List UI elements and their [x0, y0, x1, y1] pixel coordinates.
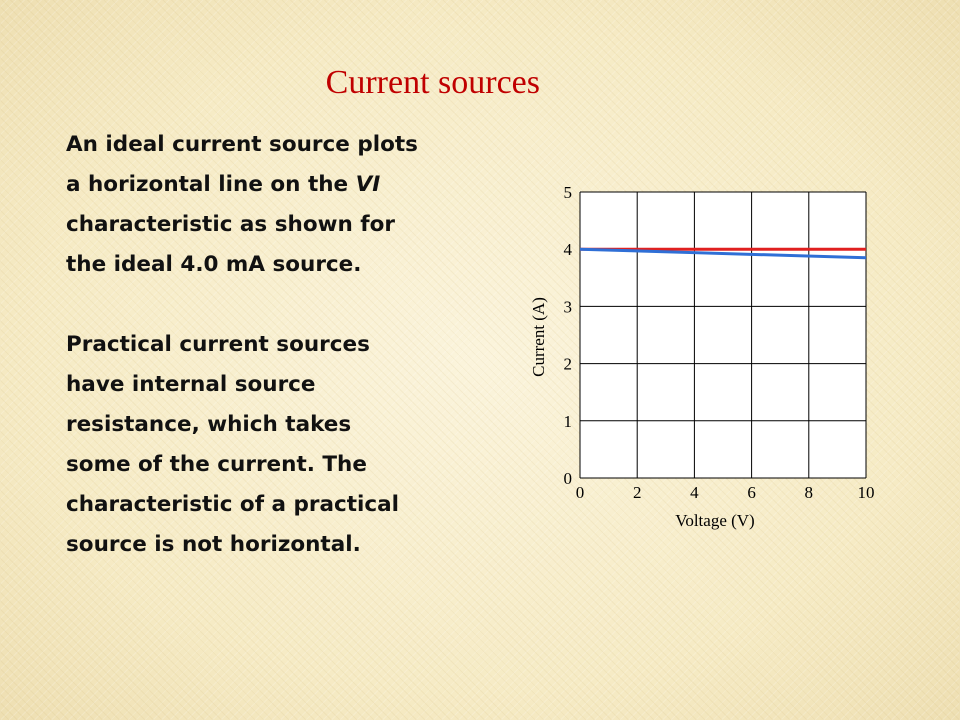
y-tick-label: 2	[563, 354, 572, 374]
paragraph-line: the ideal 4.0 mA source.	[66, 252, 362, 277]
x-tick-label: 4	[690, 483, 699, 502]
x-tick-label: 10	[857, 483, 875, 502]
y-axis-label: Current (A)	[529, 297, 548, 377]
paragraph-line: An ideal current source plots	[66, 132, 418, 157]
paragraph-line: characteristic as shown for	[66, 212, 395, 237]
paragraph-line: characteristic of a practical	[66, 492, 400, 517]
paragraph-line: Practical current sources	[66, 332, 370, 357]
slide-title: Current sources	[325, 64, 540, 101]
paragraph-line: source is not horizontal.	[66, 532, 361, 557]
paragraph-line: a horizontal line on the VI	[66, 172, 381, 197]
plot-area	[580, 192, 866, 478]
x-tick-label: 0	[575, 483, 585, 502]
x-axis-label: Voltage (V)	[675, 511, 755, 530]
x-tick-label: 2	[632, 483, 642, 502]
paragraph-line: have internal source	[66, 372, 316, 397]
y-tick-label: 0	[563, 469, 572, 488]
y-tick-label: 3	[563, 297, 572, 317]
y-tick-label: 4	[563, 240, 572, 260]
x-tick-label: 6	[747, 483, 756, 502]
vi-term: VI	[355, 172, 381, 197]
y-tick-label: 1	[563, 411, 572, 431]
paragraph-line: some of the current. The	[66, 452, 367, 477]
y-tick-label: 5	[563, 183, 572, 202]
x-tick-label: 8	[804, 483, 814, 502]
paragraph-line: resistance, which takes	[66, 412, 352, 437]
